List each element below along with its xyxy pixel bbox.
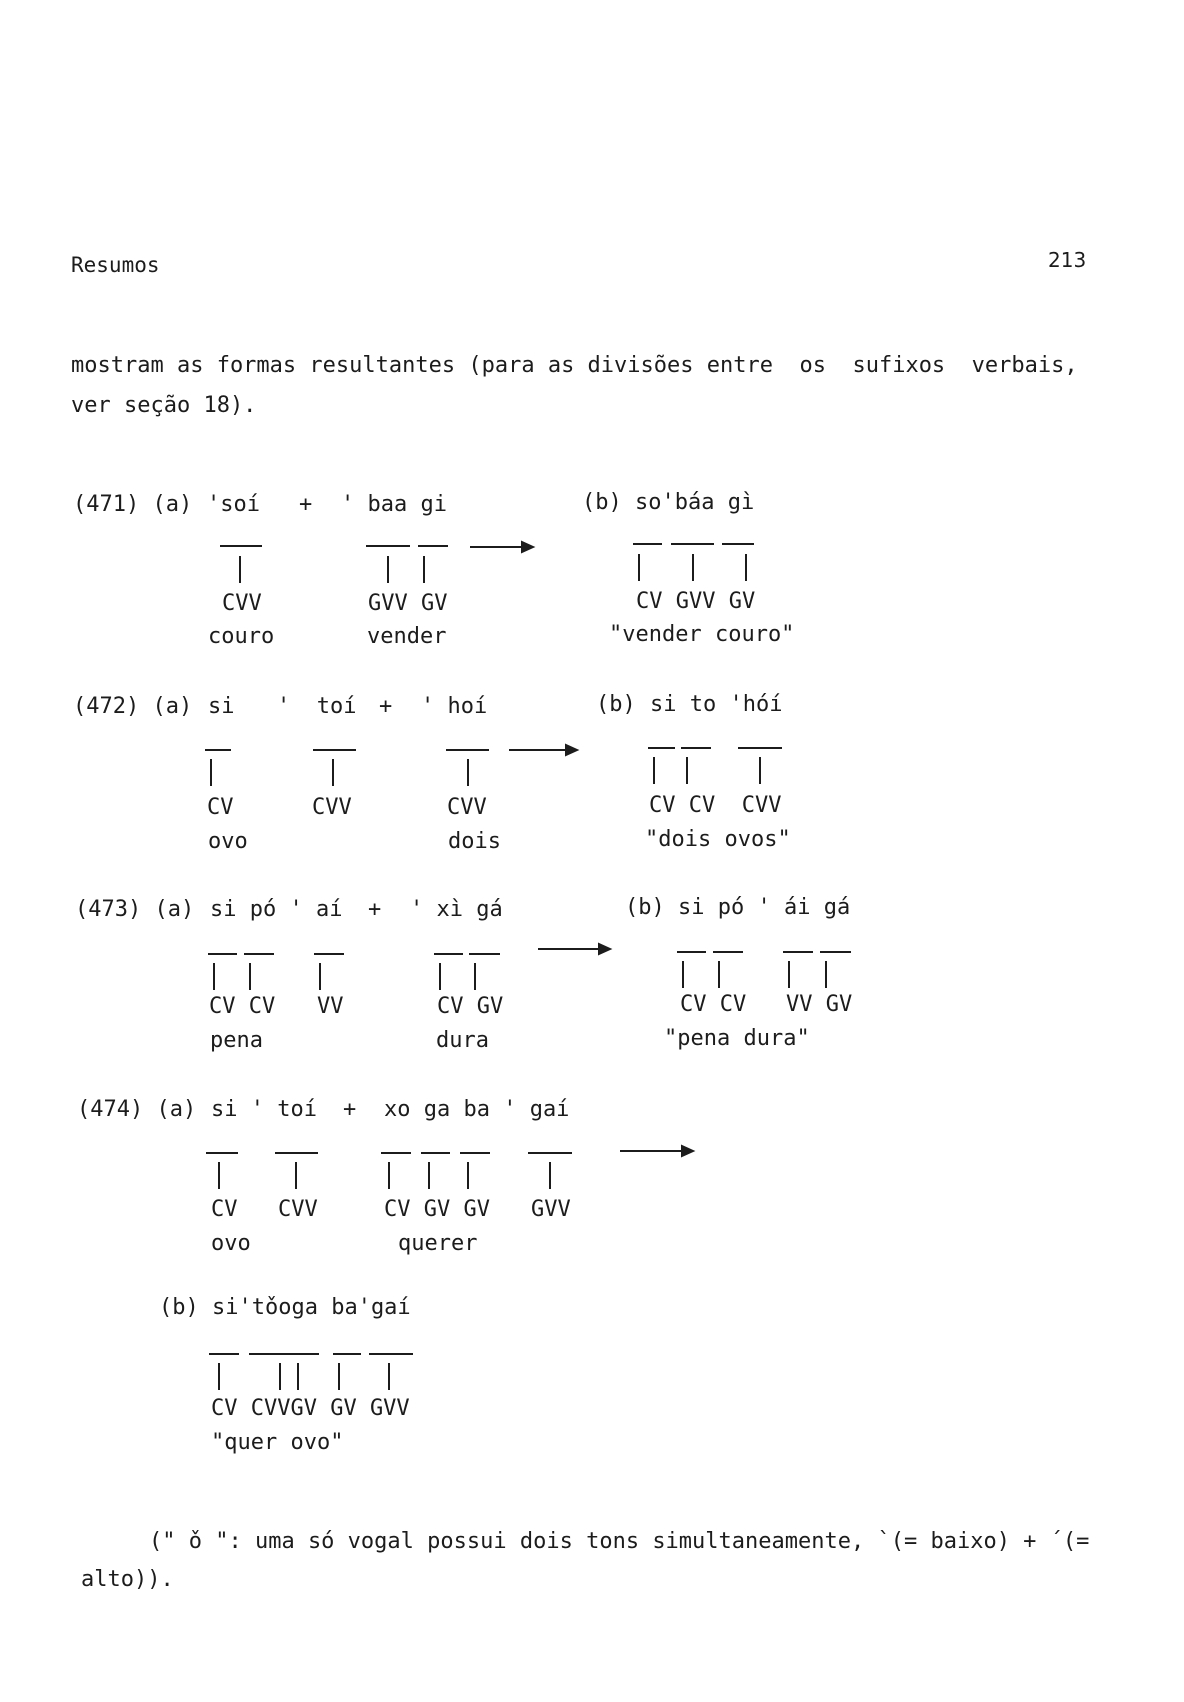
form-b: si'tǒoga ba'gaí bbox=[212, 1295, 411, 1320]
cv-pattern: CV GV bbox=[437, 994, 504, 1019]
example-b-label: (b) bbox=[582, 490, 622, 515]
arrow-right-icon bbox=[566, 745, 577, 755]
cv-pattern: VV bbox=[317, 994, 344, 1019]
example-b-label: (b) bbox=[625, 895, 665, 920]
example-b-label: (b) bbox=[596, 692, 636, 717]
tone-bars-474a bbox=[206, 1153, 572, 1189]
example-label: (474) (a) bbox=[77, 1097, 197, 1122]
example-label: (471) (a) bbox=[73, 492, 193, 517]
cv-pattern: CVV bbox=[222, 591, 262, 616]
gloss: querer bbox=[398, 1231, 478, 1256]
arrows bbox=[470, 542, 693, 1156]
form-a: si pó ' aí bbox=[210, 897, 343, 922]
cv-pattern-b: CV CVVGV GV GVV bbox=[211, 1396, 410, 1421]
gloss-b: "quer ovo" bbox=[211, 1430, 344, 1455]
gloss: pena bbox=[210, 1028, 263, 1053]
tone-bars-471 bbox=[220, 544, 754, 583]
cv-pattern: CV bbox=[207, 795, 234, 820]
gloss: dura bbox=[436, 1028, 489, 1053]
arrow-right-icon bbox=[522, 542, 533, 552]
gloss: vender bbox=[367, 624, 447, 649]
gloss-b: "dois ovos" bbox=[645, 827, 791, 852]
form-a: ' baa gi bbox=[341, 492, 447, 517]
gloss: couro bbox=[208, 624, 275, 649]
form-a: ' hoí bbox=[421, 694, 488, 719]
cv-pattern: CV bbox=[211, 1197, 238, 1222]
form-b: so'báa gì bbox=[635, 490, 755, 515]
example-label: (472) (a) bbox=[73, 694, 193, 719]
plus-sign: + bbox=[343, 1097, 357, 1122]
footnote-line-2: alto)). bbox=[81, 1567, 174, 1592]
arrow-right-icon bbox=[599, 944, 610, 954]
gloss-b: "pena dura" bbox=[664, 1026, 810, 1051]
form-a: ' xì gá bbox=[410, 897, 503, 922]
cv-pattern: CVV bbox=[447, 795, 487, 820]
cv-pattern: CVV bbox=[312, 795, 352, 820]
intro-line-1: mostram as formas resultantes (para as divisões entre os sufixos verbais, bbox=[71, 353, 1078, 378]
cv-pattern: CV GV GV bbox=[384, 1197, 490, 1222]
gloss: dois bbox=[448, 829, 501, 854]
tone-bars-474b bbox=[209, 1354, 413, 1390]
footnote-line-1: (" ǒ ": uma só vogal possui dois tons simultaneamente, `(= baixo) + ´(= bbox=[149, 1529, 1090, 1554]
cv-pattern: GVV GV bbox=[368, 591, 448, 616]
cv-pattern: GVV bbox=[531, 1197, 571, 1222]
plus-sign: + bbox=[299, 492, 313, 517]
form-b: si pó ' ái gá bbox=[678, 895, 851, 920]
cv-pattern-b: CV GVV GV bbox=[636, 589, 756, 614]
form-a: ' toí bbox=[277, 694, 357, 719]
tone-bars-472 bbox=[205, 748, 782, 786]
form-a: xo ga ba ' gaí bbox=[384, 1097, 570, 1122]
cv-pattern: CVV bbox=[278, 1197, 318, 1222]
form-a: si ' toí bbox=[211, 1097, 317, 1122]
gloss: ovo bbox=[208, 829, 248, 854]
plus-sign: + bbox=[379, 694, 393, 719]
form-b: si to 'hóí bbox=[650, 692, 783, 717]
gloss-b: "vender couro" bbox=[609, 622, 795, 647]
tone-bars-473 bbox=[208, 952, 851, 990]
running-header: Resumos bbox=[71, 253, 160, 277]
cv-pattern-b: CV CV CVV bbox=[649, 793, 782, 818]
page-number: 213 bbox=[1048, 248, 1087, 272]
arrow-right-icon bbox=[682, 1146, 693, 1156]
example-b-label: (b) bbox=[159, 1295, 199, 1320]
cv-pattern-b: CV CV VV GV bbox=[680, 992, 853, 1017]
form-a: si bbox=[208, 694, 235, 719]
plus-sign: + bbox=[368, 897, 382, 922]
gloss: ovo bbox=[211, 1231, 251, 1256]
cv-pattern: CV CV bbox=[209, 994, 276, 1019]
form-a: 'soí bbox=[207, 492, 260, 517]
example-label: (473) (a) bbox=[75, 897, 195, 922]
intro-line-2: ver seção 18). bbox=[71, 393, 257, 418]
